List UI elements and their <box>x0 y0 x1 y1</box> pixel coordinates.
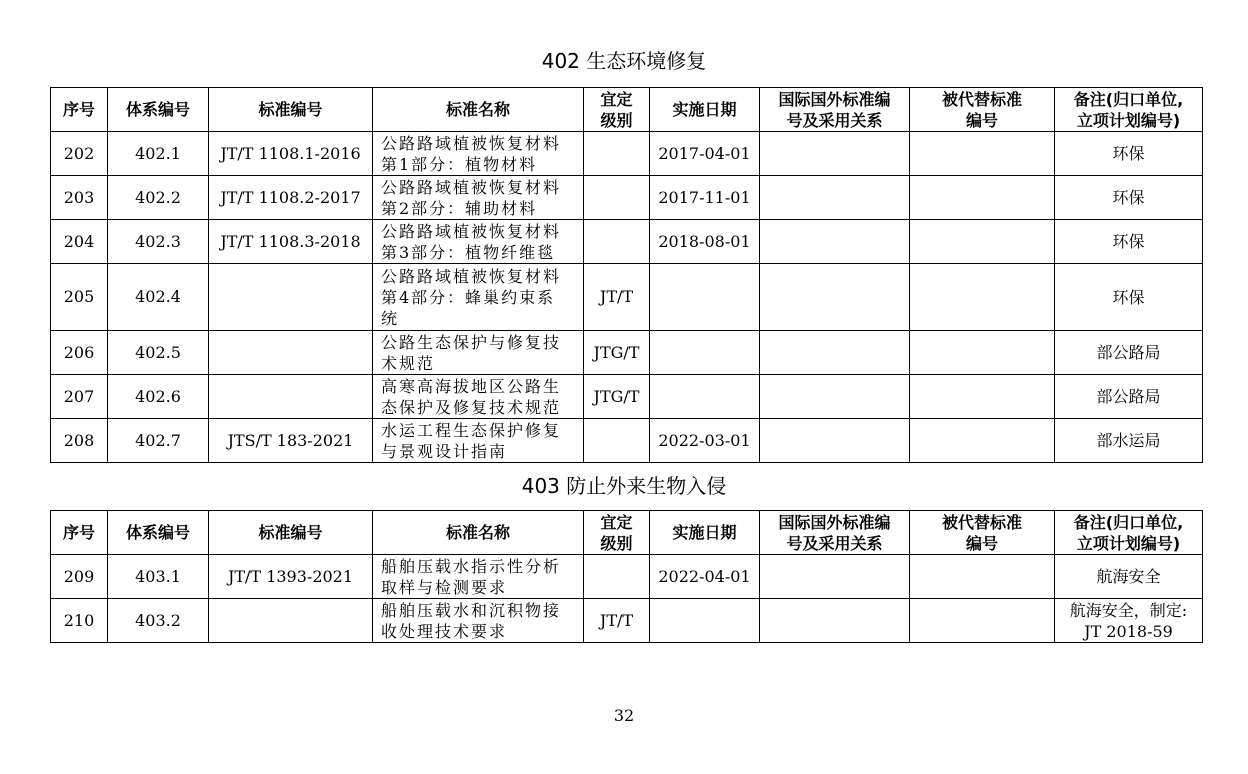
cell-sys: 402.7 <box>108 419 209 463</box>
header-date: 实施日期 <box>650 511 760 555</box>
cell-replaced <box>910 599 1055 643</box>
cell-date <box>650 264 760 331</box>
header-sys: 体系编号 <box>108 88 209 132</box>
cell-date: 2017-11-01 <box>650 176 760 220</box>
table-row <box>51 375 1203 419</box>
cell-seq: 209 <box>51 555 108 599</box>
cell-seq: 206 <box>51 331 108 375</box>
header-name: 标准名称 <box>373 511 584 555</box>
header-code: 标准编号 <box>209 511 373 555</box>
cell-sys: 402.6 <box>108 375 209 419</box>
cell-replaced <box>910 419 1055 463</box>
cell-date: 2018-08-01 <box>650 220 760 264</box>
cell-code: JT/T 1108.2-2017 <box>209 176 373 220</box>
cell-note: 环保 <box>1055 264 1203 331</box>
cell-name: 水运工程生态保护修复 与景观设计指南 <box>373 419 584 463</box>
cell-date <box>650 375 760 419</box>
cell-name: 公路生态保护与修复技 术规范 <box>373 331 584 375</box>
cell-date: 2017-04-01 <box>650 132 760 176</box>
cell-name: 船舶压载水和沉积物接 收处理技术要求 <box>373 599 584 643</box>
cell-replaced <box>910 555 1055 599</box>
cell-replaced <box>910 132 1055 176</box>
header-sys: 体系编号 <box>108 511 209 555</box>
cell-replaced <box>910 220 1055 264</box>
header-name: 标准名称 <box>373 88 584 132</box>
cell-intl <box>760 555 910 599</box>
header-code: 标准编号 <box>209 88 373 132</box>
cell-intl <box>760 599 910 643</box>
cell-seq: 204 <box>51 220 108 264</box>
cell-note: 部水运局 <box>1055 419 1203 463</box>
standards-table-403 <box>50 510 1203 643</box>
header-date: 实施日期 <box>650 88 760 132</box>
cell-name: 公路路域植被恢复材料 第4部分：蜂巢约束系 统 <box>373 264 584 331</box>
cell-sys: 402.1 <box>108 132 209 176</box>
section-title-402: 402 生态环境修复 <box>541 49 707 73</box>
cell-code <box>209 264 373 331</box>
cell-intl <box>760 375 910 419</box>
cell-note: 航海安全 <box>1055 555 1203 599</box>
cell-note: 部公路局 <box>1055 331 1203 375</box>
cell-level: JTG/T <box>584 331 650 375</box>
cell-intl <box>760 331 910 375</box>
cell-intl <box>760 220 910 264</box>
cell-date: 2022-04-01 <box>650 555 760 599</box>
header-replaced: 被代替标准 编号 <box>910 511 1055 555</box>
cell-seq: 207 <box>51 375 108 419</box>
cell-code: JT/T 1108.3-2018 <box>209 220 373 264</box>
cell-note: 航海安全，制定: JT 2018-59 <box>1055 599 1203 643</box>
cell-intl <box>760 419 910 463</box>
header-seq: 序号 <box>51 511 108 555</box>
cell-code <box>209 375 373 419</box>
cell-level <box>584 132 650 176</box>
table-row <box>51 264 1203 331</box>
header-note: 备注(归口单位, 立项计划编号) <box>1055 88 1203 132</box>
cell-date <box>650 599 760 643</box>
cell-sys: 402.4 <box>108 264 209 331</box>
cell-name: 高寒高海拔地区公路生 态保护及修复技术规范 <box>373 375 584 419</box>
cell-level: JT/T <box>584 264 650 331</box>
cell-name: 公路路域植被恢复材料 第2部分：辅助材料 <box>373 176 584 220</box>
table-row <box>51 176 1203 220</box>
standards-table-402 <box>50 87 1203 463</box>
cell-code <box>209 331 373 375</box>
table-header-row <box>51 88 1203 132</box>
section-title-403: 403 防止外来生物入侵 <box>521 474 727 498</box>
table-row <box>51 419 1203 463</box>
cell-sys: 403.1 <box>108 555 209 599</box>
header-note: 备注(归口单位, 立项计划编号) <box>1055 511 1203 555</box>
cell-name: 公路路域植被恢复材料 第3部分：植物纤维毯 <box>373 220 584 264</box>
cell-seq: 203 <box>51 176 108 220</box>
cell-replaced <box>910 331 1055 375</box>
header-level: 宜定 级别 <box>584 511 650 555</box>
cell-name: 船舶压载水指示性分析 取样与检测要求 <box>373 555 584 599</box>
cell-code <box>209 599 373 643</box>
cell-level: JTG/T <box>584 375 650 419</box>
cell-code: JT/T 1393-2021 <box>209 555 373 599</box>
cell-name: 公路路域植被恢复材料 第1部分：植物材料 <box>373 132 584 176</box>
header-intl: 国际国外标准编 号及采用关系 <box>760 88 910 132</box>
cell-note: 环保 <box>1055 176 1203 220</box>
cell-code: JT/T 1108.1-2016 <box>209 132 373 176</box>
table-header-row <box>51 511 1203 555</box>
cell-seq: 205 <box>51 264 108 331</box>
cell-level <box>584 220 650 264</box>
cell-seq: 202 <box>51 132 108 176</box>
cell-level <box>584 176 650 220</box>
cell-replaced <box>910 176 1055 220</box>
header-level: 宜定 级别 <box>584 88 650 132</box>
cell-replaced <box>910 264 1055 331</box>
table-row <box>51 331 1203 375</box>
table-row <box>51 599 1203 643</box>
cell-sys: 403.2 <box>108 599 209 643</box>
cell-level: JT/T <box>584 599 650 643</box>
table-row <box>51 555 1203 599</box>
cell-seq: 208 <box>51 419 108 463</box>
cell-code: JTS/T 183-2021 <box>209 419 373 463</box>
cell-replaced <box>910 375 1055 419</box>
cell-note: 环保 <box>1055 220 1203 264</box>
page-number: 32 <box>613 706 635 725</box>
table-row <box>51 220 1203 264</box>
cell-note: 环保 <box>1055 132 1203 176</box>
cell-intl <box>760 176 910 220</box>
header-replaced: 被代替标准 编号 <box>910 88 1055 132</box>
cell-sys: 402.2 <box>108 176 209 220</box>
cell-intl <box>760 132 910 176</box>
cell-sys: 402.3 <box>108 220 209 264</box>
cell-seq: 210 <box>51 599 108 643</box>
cell-intl <box>760 264 910 331</box>
cell-date: 2022-03-01 <box>650 419 760 463</box>
table-row <box>51 132 1203 176</box>
cell-level <box>584 419 650 463</box>
header-intl: 国际国外标准编 号及采用关系 <box>760 511 910 555</box>
header-seq: 序号 <box>51 88 108 132</box>
cell-level <box>584 555 650 599</box>
cell-sys: 402.5 <box>108 331 209 375</box>
cell-note: 部公路局 <box>1055 375 1203 419</box>
cell-date <box>650 331 760 375</box>
